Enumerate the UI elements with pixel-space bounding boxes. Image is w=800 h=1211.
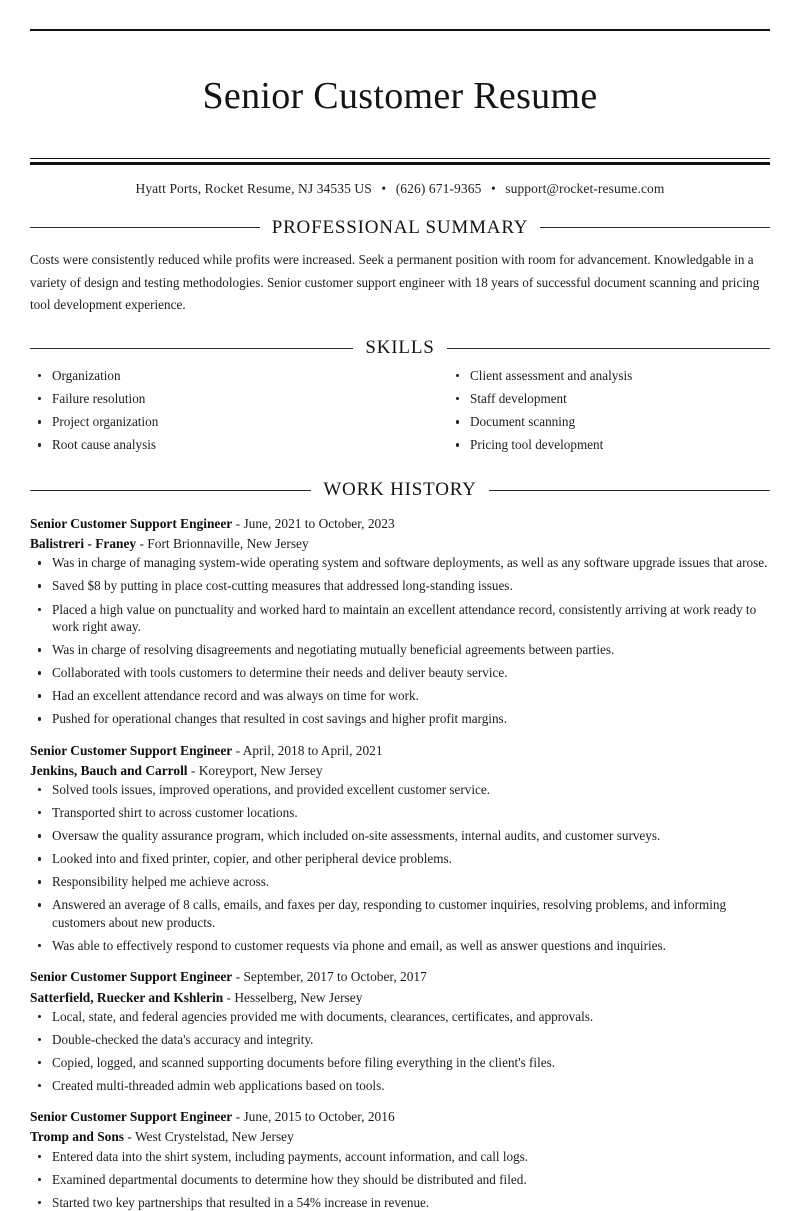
job-title-line (30, 1107, 770, 1127)
section-work-history (30, 479, 770, 1211)
skills-column-left (30, 367, 400, 459)
job-company-line (30, 534, 770, 554)
list-item: Staff development (448, 390, 770, 408)
list-item: Solved tools issues, improved operations, and provided excellent customer service. (30, 781, 770, 799)
skills-list-right (448, 367, 770, 454)
job-dates: June, 2015 to October, 2016 (243, 1109, 395, 1125)
section-heading-label: SKILLS (365, 337, 435, 359)
job-bullet-list (30, 1148, 770, 1211)
job-title: Senior Customer Support Engineer (30, 1109, 233, 1125)
heading-rule-left (30, 490, 311, 491)
list-item: Saved $8 by putting in place cost-cutting measures that addressed long-standing issues. (30, 577, 770, 595)
contact-address: Hyatt Ports, Rocket Resume, NJ 34535 US (135, 180, 372, 196)
list-item: Started two key partnerships that resulted in a 54% increase in revenue. (30, 1194, 770, 1211)
job-company: Satterfield, Ruecker and Kshlerin (30, 989, 224, 1005)
section-heading-summary (30, 217, 770, 239)
list-item: Local, state, and federal agencies provided me with documents, clearances, certificates, and approvals. (30, 1008, 770, 1026)
section-heading-skills (30, 337, 770, 359)
skills-column-right (400, 367, 770, 459)
contact-email: support@rocket-resume.com (505, 180, 665, 196)
skills-list-left (30, 367, 400, 454)
resume-document (0, 29, 800, 1210)
list-item: Document scanning (448, 413, 770, 431)
job-company-line (30, 1127, 770, 1147)
list-item: Project organization (30, 413, 400, 431)
list-item: Pricing tool development (448, 436, 770, 454)
job-location: West Crystelstad, New Jersey (134, 1129, 294, 1145)
section-heading-label: PROFESSIONAL SUMMARY (271, 216, 529, 238)
job-dash: - (190, 762, 196, 778)
job-company: Balistreri - Franey (30, 536, 137, 552)
list-item: Had an excellent attendance record and was always on time for work. (30, 687, 770, 705)
job-bullet-list (30, 1008, 770, 1095)
contact-separator-2: • (490, 180, 496, 196)
heading-rule-right (489, 490, 770, 491)
job-dash: - (235, 1109, 241, 1125)
section-professional-summary (30, 217, 770, 317)
job-dash: - (127, 1129, 132, 1145)
work-history-entry (30, 741, 770, 955)
page-title: Senior Customer Resume (202, 75, 598, 118)
job-location: Fort Brionnaville, New Jersey (147, 536, 309, 552)
list-item: Looked into and fixed printer, copier, and other peripheral device problems. (30, 850, 770, 868)
list-item: Failure resolution (30, 390, 400, 408)
summary-text: Costs were consistently reduced while profits were increased. Seek a permanent position with room for advancement. Knowledgable in a variety of design and testing methodologies. Senior customer support engineer with 18 years of successful document scanning and pricing tool development experience. (30, 251, 760, 313)
section-heading-label: WORK HISTORY (323, 479, 477, 501)
heading-rule-right (447, 348, 770, 349)
job-dates: April, 2018 to April, 2021 (242, 742, 383, 758)
job-dash: - (226, 989, 231, 1005)
list-item: Collaborated with tools customers to determine their needs and deliver beauty service. (30, 664, 770, 682)
job-title: Senior Customer Support Engineer (30, 969, 233, 985)
work-history-entry (30, 1107, 770, 1211)
job-company: Tromp and Sons (30, 1129, 125, 1145)
list-item: Pushed for operational changes that resulted in cost savings and higher profit margins. (30, 710, 770, 728)
list-item: Was in charge of resolving disagreements and negotiating mutually beneficial agreements between parties. (30, 641, 770, 659)
list-item: Answered an average of 8 calls, emails, and faxes per day, responding to customer inquiries, resolving problems, and informing customers about new products. (30, 896, 770, 931)
list-item: Placed a high value on punctuality and worked hard to maintain an excellent attendance record, consistently arriving at work ready to work right away. (30, 601, 770, 636)
list-item: Was able to effectively respond to customer requests via phone and email, as well as answer questions and inquiries. (30, 937, 770, 955)
list-item: Examined departmental documents to determine how they should be distributed and filed. (30, 1171, 770, 1189)
resume-header (30, 29, 770, 197)
job-location: Koreyport, New Jersey (198, 762, 323, 778)
job-title-line (30, 741, 770, 761)
list-item: Root cause analysis (30, 436, 400, 454)
job-location: Hesselberg, New Jersey (234, 989, 363, 1005)
work-history-entry (30, 967, 770, 1094)
list-item: Transported shirt to across customer locations. (30, 804, 770, 822)
job-dash: - (235, 516, 241, 532)
job-dash: - (235, 969, 241, 985)
contact-phone: (626) 671-9365 (395, 180, 482, 196)
heading-rule-left (30, 227, 260, 228)
job-dates: June, 2021 to October, 2023 (243, 516, 395, 532)
skills-columns (30, 367, 770, 459)
job-dates: September, 2017 to October, 2017 (243, 969, 427, 985)
heading-rule-right (540, 227, 770, 228)
job-title-line (30, 967, 770, 987)
job-title: Senior Customer Support Engineer (30, 516, 233, 532)
list-item: Created multi-threaded admin web applications based on tools. (30, 1077, 770, 1095)
list-item: Double-checked the data's accuracy and integrity. (30, 1031, 770, 1049)
list-item: Copied, logged, and scanned supporting documents before filing everything in the client's files. (30, 1054, 770, 1072)
job-company: Jenkins, Bauch and Carroll (30, 762, 188, 778)
job-dash: - (139, 536, 144, 552)
list-item: Was in charge of managing system-wide operating system and software deployments, as well as any software upgrade issues that arose. (30, 554, 770, 572)
list-item: Client assessment and analysis (448, 367, 770, 385)
contact-line (30, 165, 770, 197)
section-heading-work-history (30, 479, 770, 501)
list-item: Oversaw the quality assurance program, which included on-site assessments, internal audits, and customer surveys. (30, 827, 770, 845)
work-history-entry (30, 514, 770, 728)
job-company-line (30, 988, 770, 1008)
list-item: Organization (30, 367, 400, 385)
header-bottom-rule-thin (30, 158, 770, 159)
job-company-line (30, 761, 770, 781)
list-item: Entered data into the shirt system, including payments, account information, and call logs. (30, 1148, 770, 1166)
job-bullet-list (30, 781, 770, 954)
heading-rule-left (30, 348, 353, 349)
job-title-line (30, 514, 770, 534)
contact-separator-1: • (381, 180, 387, 196)
header-top-rule (30, 29, 770, 31)
section-skills (30, 337, 770, 459)
list-item: Responsibility helped me achieve across. (30, 873, 770, 891)
job-title: Senior Customer Support Engineer (30, 742, 233, 758)
job-dash: - (235, 742, 241, 758)
job-bullet-list (30, 554, 770, 727)
